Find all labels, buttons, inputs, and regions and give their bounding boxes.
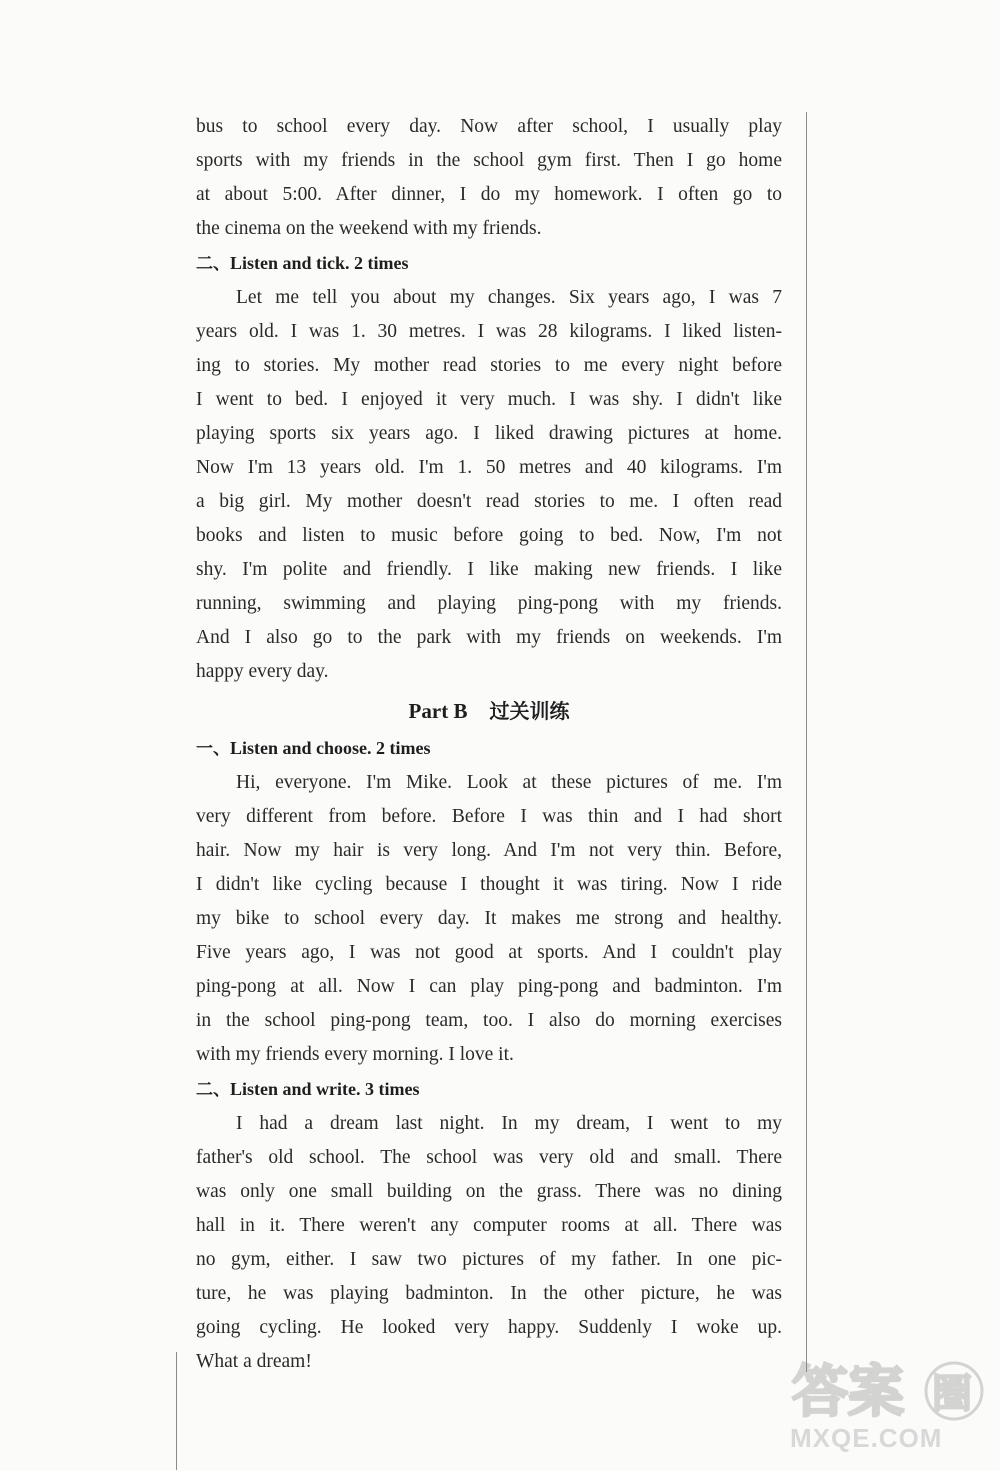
text-line: no gym, either. I saw two pictures of my father. In one pic- (196, 1249, 782, 1270)
part-title-cn: 过关训练 (489, 699, 570, 723)
text-line: ing to stories. My mother read stories to me every night before (196, 355, 782, 376)
listen-write-paragraph (196, 1107, 782, 1379)
part-b-title (196, 693, 782, 729)
text-line: hall in it. There weren't any computer rooms at all. There was (196, 1215, 782, 1236)
watermark-site: MXQE.COM (790, 1423, 943, 1453)
text-line: I had a dream last night. In my dream, I went to my (236, 1113, 782, 1134)
section-title: Listen and choose. 2 times (230, 738, 431, 758)
section-number: 一、 (196, 739, 230, 759)
text-line: I went to bed. I enjoyed it very much. I was shy. I didn't like (196, 389, 782, 410)
text-line: in the school ping-pong team, too. I also do morning exercises (196, 1010, 782, 1031)
left-margin-rule (176, 1352, 177, 1470)
text-line: Hi, everyone. I'm Mike. Look at these pictures of me. I'm (236, 772, 782, 793)
document-body (196, 110, 782, 1379)
text-line: And I also go to the park with my friends on weekends. I'm (196, 627, 782, 648)
section-title: Listen and write. 3 times (230, 1079, 420, 1099)
listen-choose-paragraph (196, 766, 782, 1072)
section-number: 二、 (196, 1080, 230, 1100)
text-line: playing sports six years ago. I liked drawing pictures at home. (196, 423, 782, 444)
text-line: I didn't like cycling because I thought it was tiring. Now I ride (196, 874, 782, 895)
section-heading-listen-write (196, 1072, 782, 1107)
text-line: sports with my friends in the school gym first. Then I go home (196, 150, 782, 171)
section-heading-listen-choose (196, 731, 782, 766)
text-line: years old. I was 1. 30 metres. I was 28 kilograms. I liked listen- (196, 321, 782, 342)
text-line: ping-pong at all. Now I can play ping-pong and badminton. I'm (196, 976, 782, 997)
text-line: with my friends every morning. I love it. (196, 1044, 514, 1065)
svg-text:圈: 圈 (932, 1371, 972, 1417)
text-line: a big girl. My mother doesn't read stories to me. I often read (196, 491, 782, 512)
section-heading-listen-tick (196, 246, 782, 281)
part-label: Part B (408, 699, 468, 723)
text-line: ture, he was playing badminton. In the other picture, he was (196, 1283, 782, 1304)
text-line: running, swimming and playing ping-pong with my friends. (196, 593, 782, 614)
text-line: books and listen to music before going to bed. Now, I'm not (196, 525, 782, 546)
text-line: What a dream! (196, 1351, 312, 1372)
text-line: happy every day. (196, 661, 329, 682)
text-line: bus to school every day. Now after school, I usually play (196, 116, 782, 137)
text-line: my bike to school every day. It makes me strong and healthy. (196, 908, 782, 929)
text-line: the cinema on the weekend with my friends. (196, 218, 542, 239)
text-line: Now I'm 13 years old. I'm 1. 50 metres and 40 kilograms. I'm (196, 457, 782, 478)
text-line: Five years ago, I was not good at sports. And I couldn't play (196, 942, 782, 963)
text-line: father's old school. The school was very old and small. There (196, 1147, 782, 1168)
watermark-logo (786, 1349, 986, 1459)
text-line: at about 5:00. After dinner, I do my homework. I often go to (196, 184, 782, 205)
section-number: 二、 (196, 254, 230, 274)
text-line: very different from before. Before I was thin and I had short (196, 806, 782, 827)
listen-tick-paragraph (196, 281, 782, 689)
text-line: hair. Now my hair is very long. And I'm not very thin. Before, (196, 840, 782, 861)
text-line: Let me tell you about my changes. Six years ago, I was 7 (236, 287, 782, 308)
text-line: going cycling. He looked very happy. Suddenly I woke up. (196, 1317, 782, 1338)
text-line: was only one small building on the grass. There was no dining (196, 1181, 782, 1202)
svg-text:答案: 答案 (792, 1360, 904, 1425)
text-line: shy. I'm polite and friendly. I like making new friends. I like (196, 559, 782, 580)
right-margin-rule (806, 112, 807, 1372)
continuation-paragraph (196, 110, 782, 246)
section-title: Listen and tick. 2 times (230, 253, 409, 273)
